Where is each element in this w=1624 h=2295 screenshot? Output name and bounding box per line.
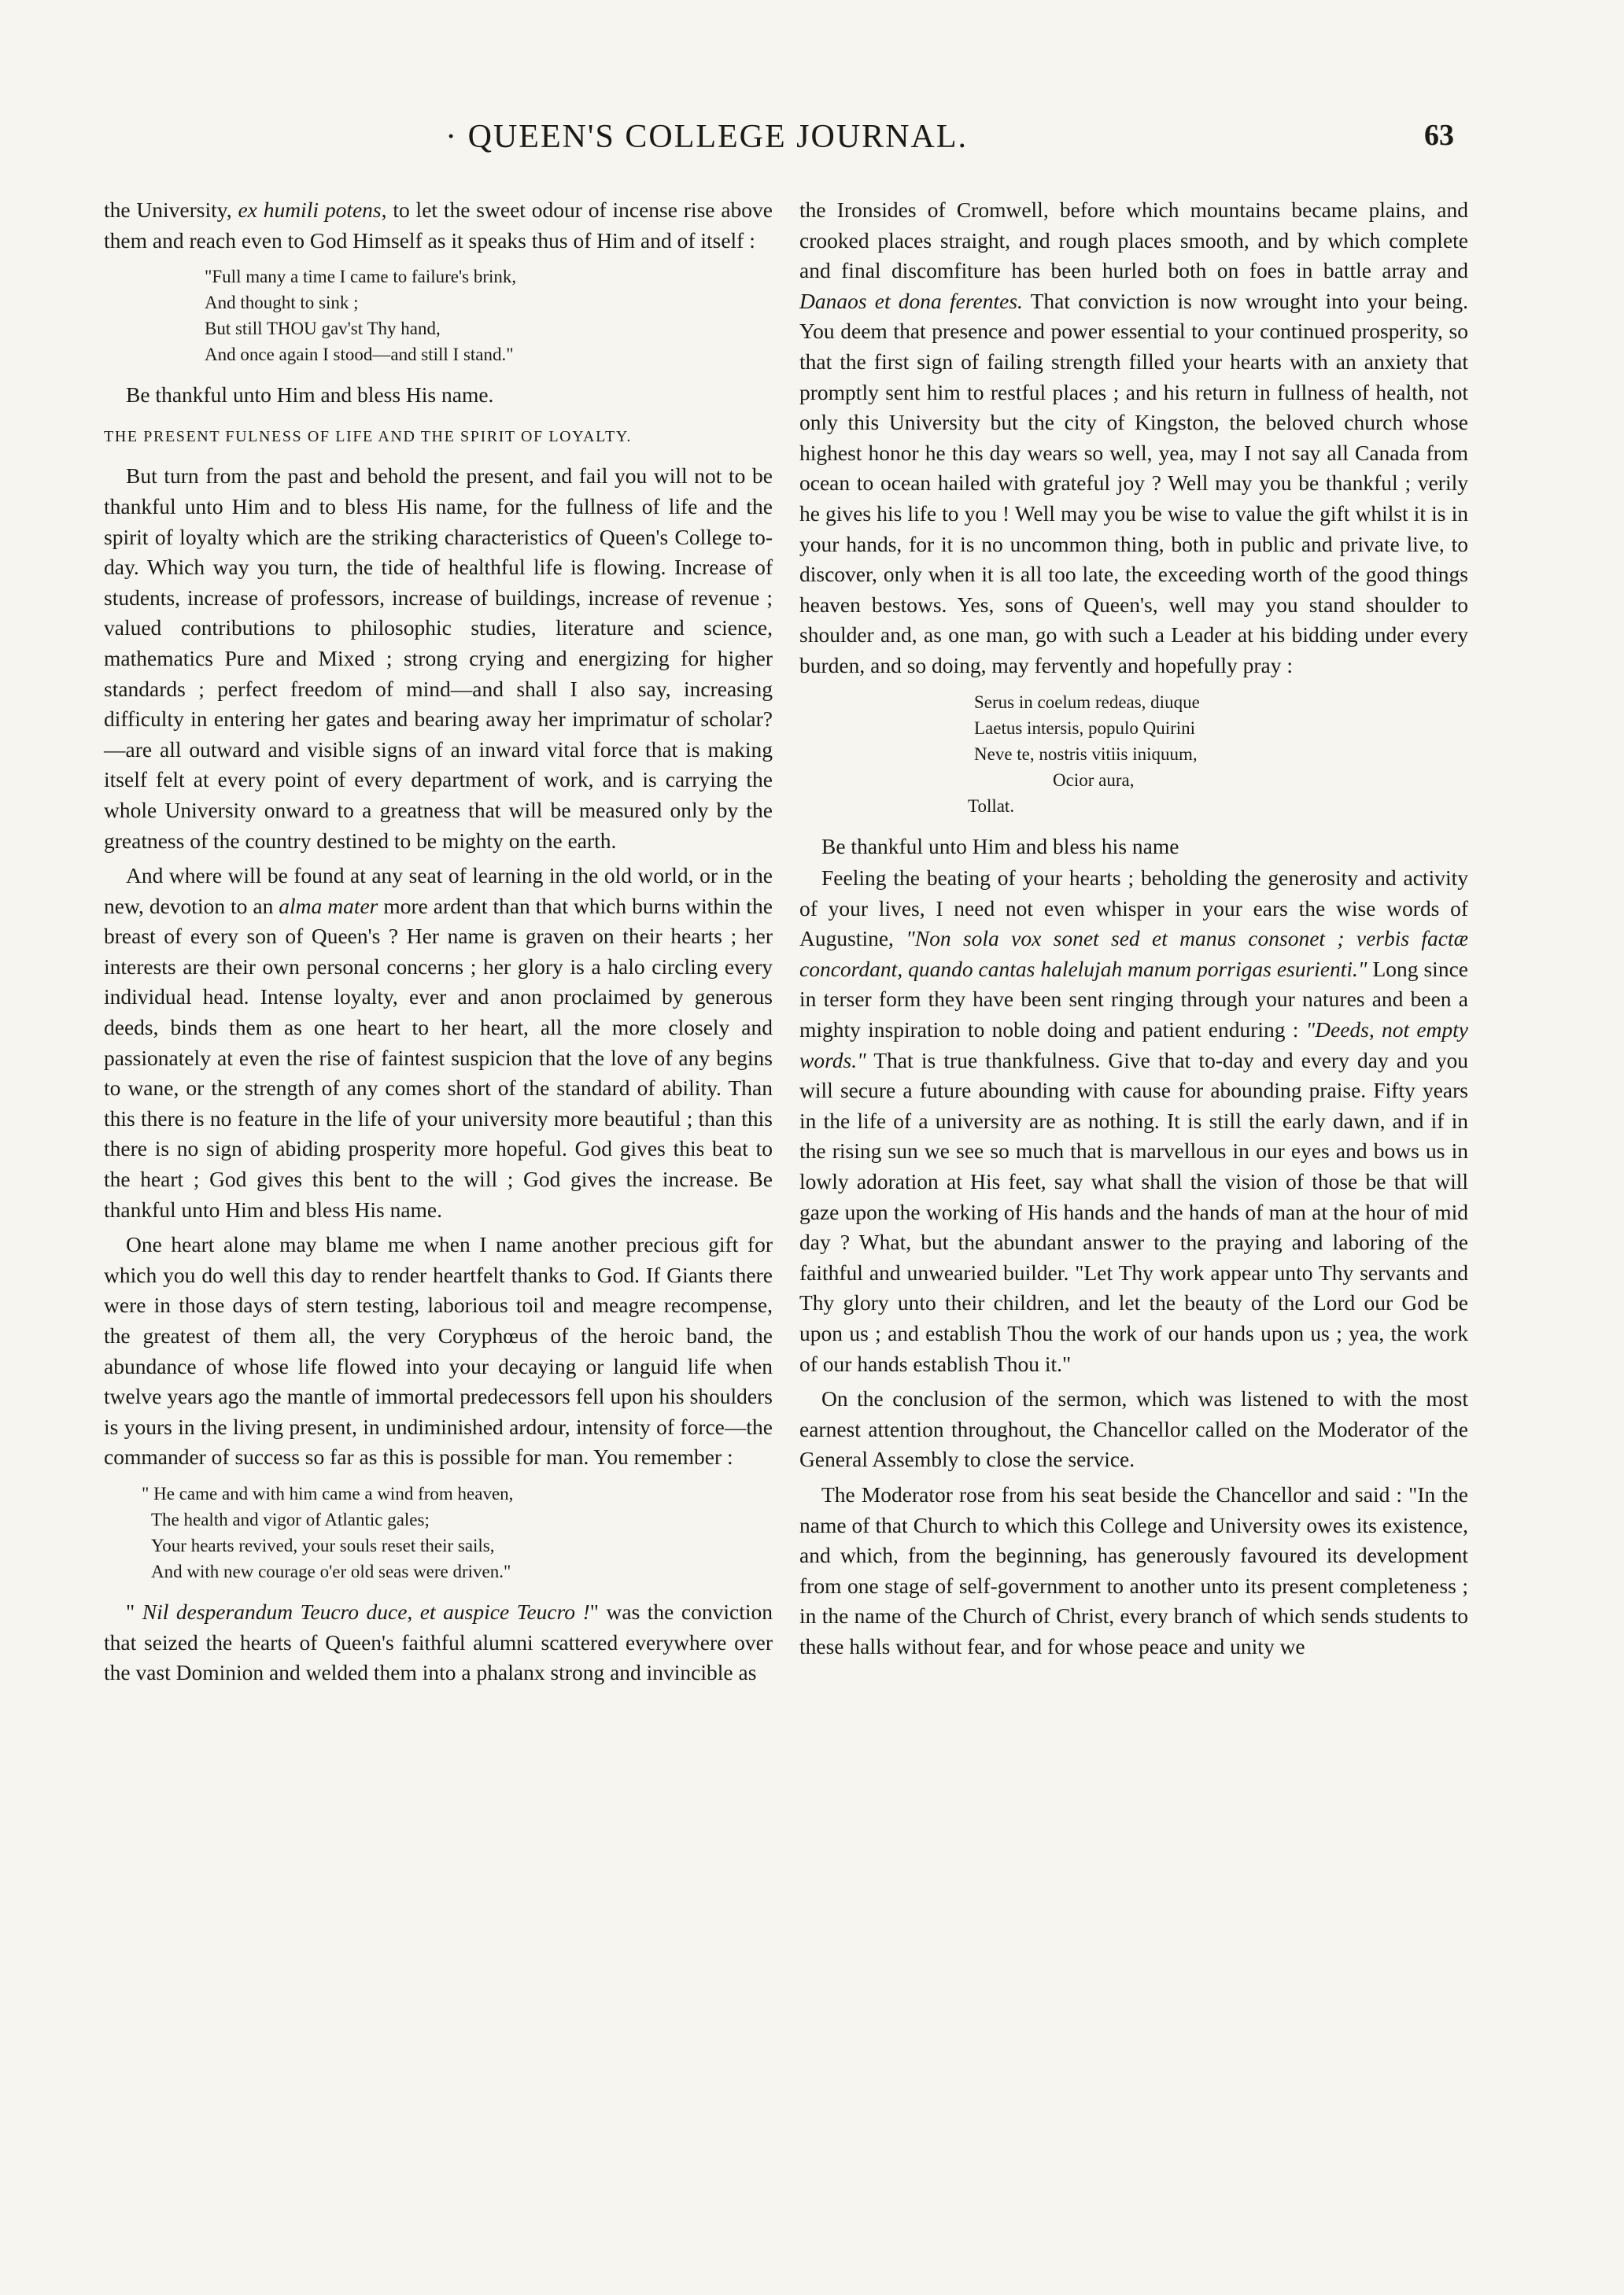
journal-title: · QUEEN'S COLLEGE JOURNAL. xyxy=(445,119,968,155)
verse-line: Ocior aura, xyxy=(1053,769,1135,790)
verse-line: Neve te, nostris vitiis iniquum, xyxy=(974,743,1198,764)
verse-line: But still THOU gav'st Thy hand, xyxy=(205,319,441,339)
paragraph: On the conclusion of the sermon, which was listened to with the most earnest attention throughout, the Chancellor called on the Moderator of the General Assembly to close the service. xyxy=(799,1386,1468,1472)
verse-line: Serus in coelum redeas, diuque xyxy=(974,692,1200,712)
paragraph: But turn from the past and behold the present, and fail you will not to be thankful unto Him and to bless His name, for the fullness of life and the spirit of loyalty which are the striking characteristics of Queen's College to-day. Which way you turn, the tide of healthful life is flowing. Increase of students, increase of professors, increase of buildings, increase of revenue ; valued contributions to philosophic studies, literature and science, mathematics Pure and Mixed ; strong crying and energizing for higher standards ; perfect freedom of mind—and shall I also say, increasing difficulty in entering her gates and bearing away her imprimatur of scholar?—are all outward and visible signs of an inward vital force that is making itself felt at every point of every department of work, and is carrying the whole University onward to a greatness that will be measured only by the greatness of the country destined to be mighty on the earth. xyxy=(104,463,773,853)
paragraph: Feeling the beating of your hearts ; beholding the generosity and activity of your lives, I need not even whisper in your ears the wise words of Augustine, "Non sola vox sonet sed et manus consonet ; verbis factæ concordant, quando cantas halelujah manum porrigas esurienti." Long since in terser form they have been sent ringing through your natures and been a mighty inspiration to noble doing and patient enduring : "Deeds, not empty words." That is true thankfulness. Give that to-day and every day and you will secure a future abounding with cause for abounding praise. Fifty years in the life of a university are as nothing. It is still the early dawn, and if in the rising sun we see so much that is marvellous in our eyes and bows us in lowly adoration at His feet, say what shall the vision of those be that will gaze upon the working of His hands and the hands of man at the hour of mid day ? What, but the abundant answer to the praying and laboring of the faithful and unwearied builder. "Let Thy work appear unto Thy servants and Thy glory unto their children, and let the beauty of the Lord our God be upon us ; and establish Thou the work of our hands upon us ; yea, the work of our hands establish Thou it." xyxy=(799,865,1469,1376)
verse-line: "Full many a time I came to failure's brink, xyxy=(205,267,517,287)
verse-line: The health and vigor of Atlantic gales; xyxy=(151,1509,430,1529)
page-number: 63 xyxy=(1424,119,1454,152)
verse-line: And thought to sink ; xyxy=(205,293,359,313)
paragraph: the Ironsides of Cromwell, before which mountains became plains, and crooked places straight, and rough places smooth, and by which complete and final discomfiture has been hurled both on foes in battle array and Danaos et dona ferentes. That conviction is now wrought into your being. You deem that presence and power essential to your continued prosperity, so that the first sign of failing strength filled your hearts with an anxiety that promptly sent him to restful places ; and his return in fullness of health, not only this University but the city of Kingston, the beloved church whose highest honor he this day wears so well, yea, may I not say all Canada from ocean to ocean hailed with grateful joy ? Well may you be thankful ; verily he gives his life to you ! Well may you be wise to value the gift whilst it is in your hands, for it is no uncommon thing, both in public and private live, to discover, only when it is all too late, the exceeding worth of the good things heaven bestows. Yes, sons of Queen's, well may you stand shoulder to shoulder and, as one man, go with such a Leader at his bidding under every burden, and so doing, may fervently and hopefully pray : xyxy=(799,197,1469,677)
page-header xyxy=(0,118,1624,165)
section-heading: THE PRESENT FULNESS OF LIFE AND THE SPIRIT OF LOYALTY. xyxy=(104,427,632,445)
verse-line: And once again I stood—and still I stand." xyxy=(205,345,514,365)
refrain: Be thankful unto Him and bless his name xyxy=(821,833,1179,858)
right-column xyxy=(799,195,1468,1662)
verse-line: " He came and with him came a wind from heaven, xyxy=(142,1483,514,1504)
verse-quote xyxy=(104,264,773,367)
refrain: Be thankful unto Him and bless His name. xyxy=(126,382,494,408)
paragraph: One heart alone may blame me when I name another precious gift for which you do well this day to render heartfelt thanks to God. If Giants there were in those days of stern testing, laborious toil and meagre recompense, the greatest of them all, the very Coryphœus of the heroic band, the abundance of whose life flowed into your decaying or languid life when twelve years ago the mantle of immortal predecessors fell upon his shoulders is yours in the living present, in undiminished ardour, intensity of force—the commander of success so far as this is possible for man. You remember : xyxy=(104,1232,773,1470)
paragraph: The Moderator rose from his seat beside the Chancellor and said : "In the name of that Church to which this College and University owes its existence, and which, from the beginning, has generously favoured its development from one stage of self-government to another unto its present completeness ; in the name of the Church of Christ, every branch of which sends students to these halls without fear, and for whose peace and unity we xyxy=(799,1481,1468,1659)
verse-quote xyxy=(104,1481,773,1585)
verse-line: Tollat. xyxy=(968,795,1015,816)
paragraph: " Nil desperandum Teucro duce, et auspice Teucro !" was the conviction that seized the hearts of Queen's faithful alumni scattered everywhere over the vast Dominion and welded them into a phalanx strong and invincible as xyxy=(104,1599,773,1685)
verse-line: Laetus intersis, populo Quirini xyxy=(974,718,1196,738)
verse-line: And with new courage o'er old seas were driven." xyxy=(151,1561,511,1581)
verse-quote xyxy=(799,689,1468,819)
paragraph: And where will be found at any seat of learning in the old world, or in the new, devotion to an alma mater more ardent than that which burns within the breast of every son of Queen's ? Her name is graven on their hearts ; her interests are their own personal concerns ; her glory is a halo circling every individual head. Intense loyalty, ever and anon proclaimed by generous deeds, binds them as one heart to her heart, all the more closely and passionately at even the rise of faintest suspicion that the love of any begins to wane, or the strength of any comes short of the standard of ability. Than this there is no feature in the life of your university more beautiful ; than this there is no sign of abiding prosperity more hopeful. God gives this beat to the heart ; God gives this bent to the will ; God gives the increase. Be thankful unto Him and bless His name. xyxy=(104,863,773,1222)
paragraph: the University, ex humili potens, to let the sweet odour of incense rise above them and reach even to God Himself as it speaks thus of Him and of itself : xyxy=(104,197,773,253)
verse-line: Your hearts revived, your souls reset their sails, xyxy=(151,1535,495,1555)
left-column xyxy=(104,195,773,1688)
